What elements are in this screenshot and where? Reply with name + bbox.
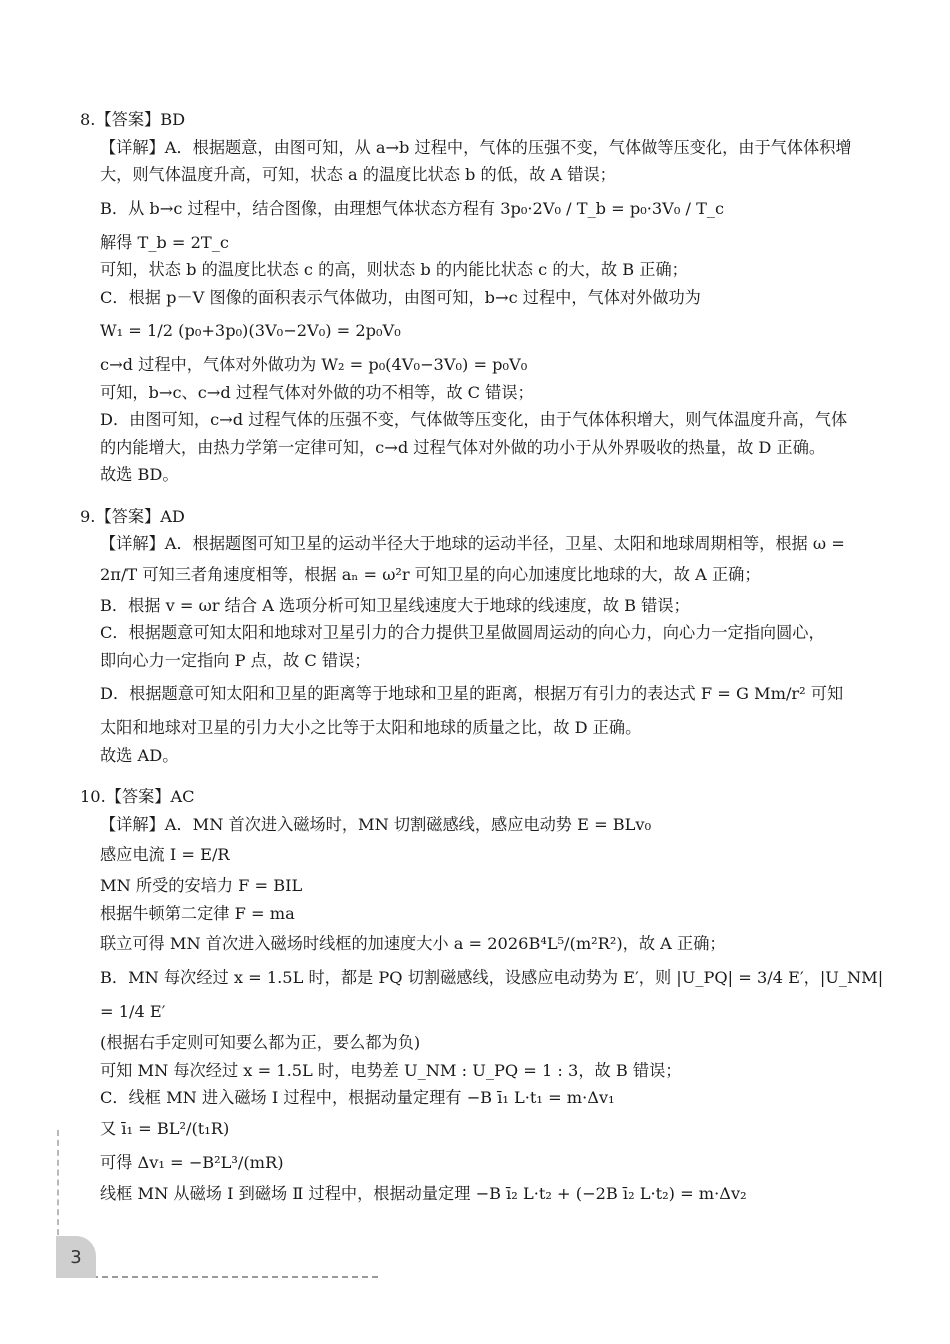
question-9 (80, 503, 892, 770)
answer-heading: 8.【答案】BD (80, 110, 186, 129)
solution-line: 联立可得 MN 首次进入磁场时线框的加速度大小 a = 2026B⁴L⁵/(m²R²)，故 A 正确； (100, 934, 726, 953)
margin-dashed-line (57, 1130, 59, 1245)
solution-line: 即向心力一定指向 P 点，故 C 错误； (100, 650, 371, 670)
solution-line: 线框 MN 从磁场 Ⅰ 到磁场 Ⅱ 过程中，根据动量定理 −B ī₂ L·t₂ + (−2B ī₂ L·t₂) = m·Δv₂ (100, 1183, 747, 1203)
answer-heading: 9.【答案】AD (80, 506, 185, 526)
solution-line: B．根据 v = ωr 结合 A 选项分析可知卫星线速度大于地球的线速度，故 B 错误； (100, 595, 690, 615)
page-number: 3 (70, 1246, 82, 1268)
solution-line: 【详解】A．MN 首次进入磁场时，MN 切割磁感线，感应电动势 E = BLv₀ (100, 814, 652, 834)
solution-line: D．由图可知，c→d 过程气体的压强不变，气体做等压变化，由于气体体积增大，则气体温度升高，气体 (100, 410, 848, 429)
solution-line: 故选 BD。 (100, 465, 179, 484)
answer-heading: 10.【答案】AC (80, 787, 195, 806)
question-10 (80, 783, 892, 1207)
solution-line: 解得 T_b = 2T_c (100, 232, 229, 252)
solution-line: C．根据 p－V 图像的面积表示气体做功，由图可知，b→c 过程中，气体对外做功为 (100, 287, 701, 307)
solutions-body (80, 106, 892, 1221)
solution-line: 【详解】A．根据题图可知卫星的运动半径大于地球的运动半径，卫星、太阳和地球周期相等，根据 ω = (100, 534, 845, 553)
solution-line: B．从 b→c 过程中，结合图像，由理想气体状态方程有 3p₀·2V₀ / T_b = p₀·3V₀ / T_c (100, 198, 725, 218)
solution-line: 感应电流 I = E/R (100, 845, 230, 864)
solution-line: 2π/T 可知三者角速度相等，根据 aₙ = ω²r 可知卫星的向心加速度比地球的大，故 A 正确； (100, 564, 761, 584)
solution-line: 太阳和地球对卫星的引力大小之比等于太阳和地球的质量之比，故 D 正确。 (100, 718, 642, 737)
solution-line: 故选 AD。 (100, 745, 179, 765)
solution-line: 可得 Δv₁ = −B²L³/(mR) (100, 1152, 284, 1172)
solution-line: C．根据题意可知太阳和地球对卫星引力的合力提供卫星做圆周运动的向心力，向心力一定指向圆心， (100, 623, 825, 642)
solution-line: D．根据题意可知太阳和卫星的距离等于地球和卫星的距离，根据万有引力的表达式 F = G Mm/r² 可知 (100, 684, 844, 703)
solution-line: W₁ = 1/2 (p₀+3p₀)(3V₀−2V₀) = 2p₀V₀ (100, 321, 401, 340)
solution-line: 可知，状态 b 的温度比状态 c 的高，则状态 b 的内能比状态 c 的大，故 B 正确； (100, 260, 688, 279)
solution-line: 大，则气体温度升高，可知，状态 a 的温度比状态 b 的低，故 A 错误； (100, 165, 616, 184)
solution-line: 根据牛顿第二定律 F = ma (100, 903, 295, 923)
solution-line: 的内能增大，由热力学第一定律可知，c→d 过程气体对外做的功小于从外界吸收的热量，故 D 正确。 (100, 437, 826, 457)
solution-line: MN 所受的安培力 F = BIL (100, 876, 303, 895)
solution-line: (根据右手定则可知要么都为正，要么都为负) (100, 1033, 421, 1052)
page-number-tab (56, 1236, 96, 1278)
footer-dashed-line (92, 1276, 378, 1278)
solution-line: B．MN 每次经过 x = 1.5L 时，都是 PQ 切割磁感线，设感应电动势为 E′，则 |U_PQ| = 3/4 E′，|U_NM| = 1/4 E′ (100, 968, 884, 1021)
question-8 (80, 106, 892, 489)
solution-line: 可知 MN 每次经过 x = 1.5L 时，电势差 U_NM : U_PQ = 1 : 3，故 B 错误； (100, 1060, 682, 1080)
solution-line: 【详解】A．根据题意，由图可知，从 a→b 过程中，气体的压强不变，气体做等压变化，由于气体体积增 (100, 137, 852, 157)
solution-line: C．线框 MN 进入磁场 Ⅰ 过程中，根据动量定理有 −B ī₁ L·t₁ = m·Δv₁ (100, 1088, 615, 1107)
solution-line: 可知，b→c、c→d 过程气体对外做的功不相等，故 C 错误； (100, 382, 534, 402)
solution-line: c→d 过程中，气体对外做功为 W₂ = p₀(4V₀−3V₀) = p₀V₀ (100, 355, 528, 374)
solution-line: 又 ī₁ = BL²/(t₁R) (100, 1118, 230, 1138)
